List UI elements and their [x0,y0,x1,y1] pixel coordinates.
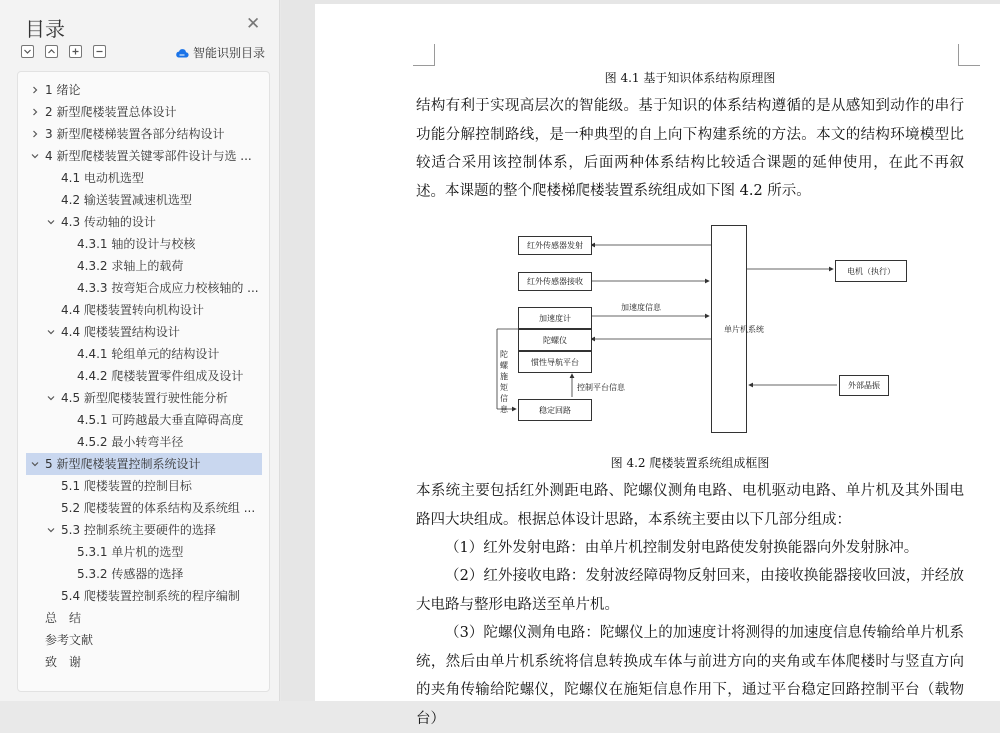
toc-item[interactable] [26,629,262,651]
toc-item-label: 4.4.2 爬楼装置零件组成及设计 [77,369,244,383]
toc-title: 目录 [25,17,65,41]
toc-item[interactable] [26,79,262,101]
mcu-block [711,225,764,433]
accel-info-label: 加速度信息 [621,303,661,312]
toc-item[interactable] [26,321,262,343]
toc-item[interactable] [26,453,262,475]
toc-item-label: 5.3.1 单片机的选型 [77,545,184,559]
toc-item-label: 4.3.3 按弯矩合成应力校核轴的 ... [77,281,259,295]
page-corner-mark [413,44,435,66]
paragraph: 结构有利于实现高层次的智能级。基于知识的体系结构遵循的是从感知到动作的串行功能分解控制路线，是一种典型的自上向下构建系统的方法。本文的结构环境模型比较适合采用该控制体系，后面两种体系结构比较适合课题的延伸使用，在此不再叙述。 [416,98,964,200]
toc-item-label: 3 新型爬楼梯装置各部分结构设计 [45,127,225,141]
toc-item[interactable] [26,497,262,519]
toc-item-label: 4.1 电动机选型 [61,171,144,185]
toc-item[interactable] [26,563,262,585]
figure-caption: 图 4.2 爬楼装置系统组成框图 [610,456,770,470]
chevron-down-icon[interactable] [45,211,57,233]
smart-recognize-button[interactable] [175,44,265,61]
list-item: （3）陀螺仪测角电路：陀螺仪上的加速度计将测得的加速度信息传输给单片机系统，然后由单片机系统将信息转换成车体与前进方向的夹角或车体爬楼时与竖直方向的夹角传输给陀螺仪，陀螺仪在施矩信息作用下，通过平台稳定回路控制平台（载物台） [416,625,964,727]
torque-info-label: 陀螺施矩信息 [500,350,508,414]
paragraph: 本系统主要包括红外测距电路、陀螺仪测角电路、电机驱动电路、单片机及其外围电路四大块组成。根据总体设计思路，本系统主要由以下几部分组成： [416,483,964,528]
toc-item-label: 4.4 爬楼装置转向机构设计 [61,303,204,317]
chevron-down-icon[interactable] [45,387,57,409]
toc-item-label: 4.5.2 最小转弯半径 [77,435,184,449]
remove-heading-icon[interactable] [93,45,106,58]
toc-item-label: 5.4 爬楼装置控制系统的程序编制 [61,589,240,603]
chevron-down-icon[interactable] [29,453,41,475]
toc-item-label: 致 谢 [45,655,82,669]
chevron-right-icon[interactable] [29,101,41,123]
toc-item[interactable] [26,299,262,321]
system-block-diagram [465,219,895,439]
chevron-down-icon[interactable] [45,519,57,541]
ir-recv-block: 红外传感器接收 [518,272,592,291]
mcu-label: 单片机系统 [724,324,764,334]
toc-item[interactable] [26,431,262,453]
toc-item[interactable] [26,101,262,123]
toc-item[interactable] [26,387,262,409]
motor-block: 电机（执行） [835,260,907,282]
toc-item[interactable] [26,189,262,211]
chevron-right-icon[interactable] [29,79,41,101]
toc-item-label: 总 结 [45,611,82,625]
toc-item-label: 4.3.2 求轴上的载荷 [77,259,184,273]
smart-recognize-label: 智能识别目录 [193,46,266,60]
list-item: （1）红外发射电路：由单片机控制发射电路使发射换能器向外发射脉冲。 [445,540,919,556]
toc-item-label: 4.3 传动轴的设计 [61,215,156,229]
accelerometer-block: 加速度计 [518,307,592,329]
document-area [281,0,1000,727]
toc-item-label: 参考文献 [45,633,94,647]
toc-item-label: 4.4.1 轮组单元的结构设计 [77,347,220,361]
toc-item-label: 5.1 爬楼装置的控制目标 [61,479,192,493]
document-page [315,4,1000,727]
toc-item-label: 5 新型爬楼装置控制系统设计 [45,457,201,471]
paragraph: 本课题的整个爬楼梯爬楼装置系统组成如下图 4.2 所示。 [445,183,811,199]
crystal-block: 外部晶振 [839,375,889,396]
toc-item-label: 4.3.1 轴的设计与校核 [77,237,196,251]
cloud-icon [175,47,189,59]
list-item: （2）红外接收电路：发射波经障碍物反射回来，由接收换能器接收回波，并经放大电路与整形电路送至单片机。 [416,568,964,613]
chevron-right-icon[interactable] [29,123,41,145]
toc-item-label: 5.2 爬楼装置的体系结构及系统组 ... [61,501,256,515]
toc-item[interactable] [26,475,262,497]
toc-item-label: 5.3.2 传感器的选择 [77,567,184,581]
toc-item-label: 4 新型爬楼装置关键零部件设计与选 ... [45,149,252,163]
toc-item-label: 4.5.1 可跨越最大垂直障碍高度 [77,413,244,427]
gyro-block: 陀螺仪 [518,329,592,351]
toc-item[interactable] [26,585,262,607]
close-icon[interactable]: ✕ [246,14,261,34]
inertial-platform-block: 惯性导航平台 [518,351,592,373]
toc-item[interactable] [26,255,262,277]
toc-item[interactable] [26,233,262,255]
chevron-down-icon[interactable] [29,145,41,167]
chevron-down-icon[interactable] [45,321,57,343]
stable-loop-block: 稳定回路 [518,399,592,421]
toc-item[interactable] [26,123,262,145]
collapse-up-icon[interactable] [45,45,58,58]
toc-item[interactable] [26,167,262,189]
toc-sidebar [0,0,280,701]
toc-item-label: 4.4 爬楼装置结构设计 [61,325,180,339]
toc-item[interactable] [26,277,262,299]
toc-item[interactable] [26,343,262,365]
toc-item[interactable] [26,541,262,563]
toc-item[interactable] [26,211,262,233]
figure-caption: 图 4.1 基于知识体系结构原理图 [604,71,776,85]
toc-item-label: 5.3 控制系统主要硬件的选择 [61,523,216,537]
ctrl-info-label: 控制平台信息 [577,383,625,392]
collapse-down-icon[interactable] [21,45,34,58]
toc-item[interactable] [26,145,262,167]
toc-item[interactable] [26,365,262,387]
toc-item[interactable] [26,607,262,629]
add-heading-icon[interactable] [69,45,82,58]
toc-item-label: 2 新型爬楼装置总体设计 [45,105,177,119]
toc-list [26,79,262,673]
toc-panel [17,71,270,692]
toc-item[interactable] [26,519,262,541]
toc-item-label: 1 绪论 [45,83,81,97]
toc-item[interactable] [26,651,262,673]
page-corner-mark [958,44,980,66]
toc-item-label: 4.5 新型爬楼装置行驶性能分析 [61,391,228,405]
toc-item[interactable] [26,409,262,431]
toc-item-label: 4.2 输送装置减速机选型 [61,193,192,207]
ir-send-block: 红外传感器发射 [518,236,592,255]
